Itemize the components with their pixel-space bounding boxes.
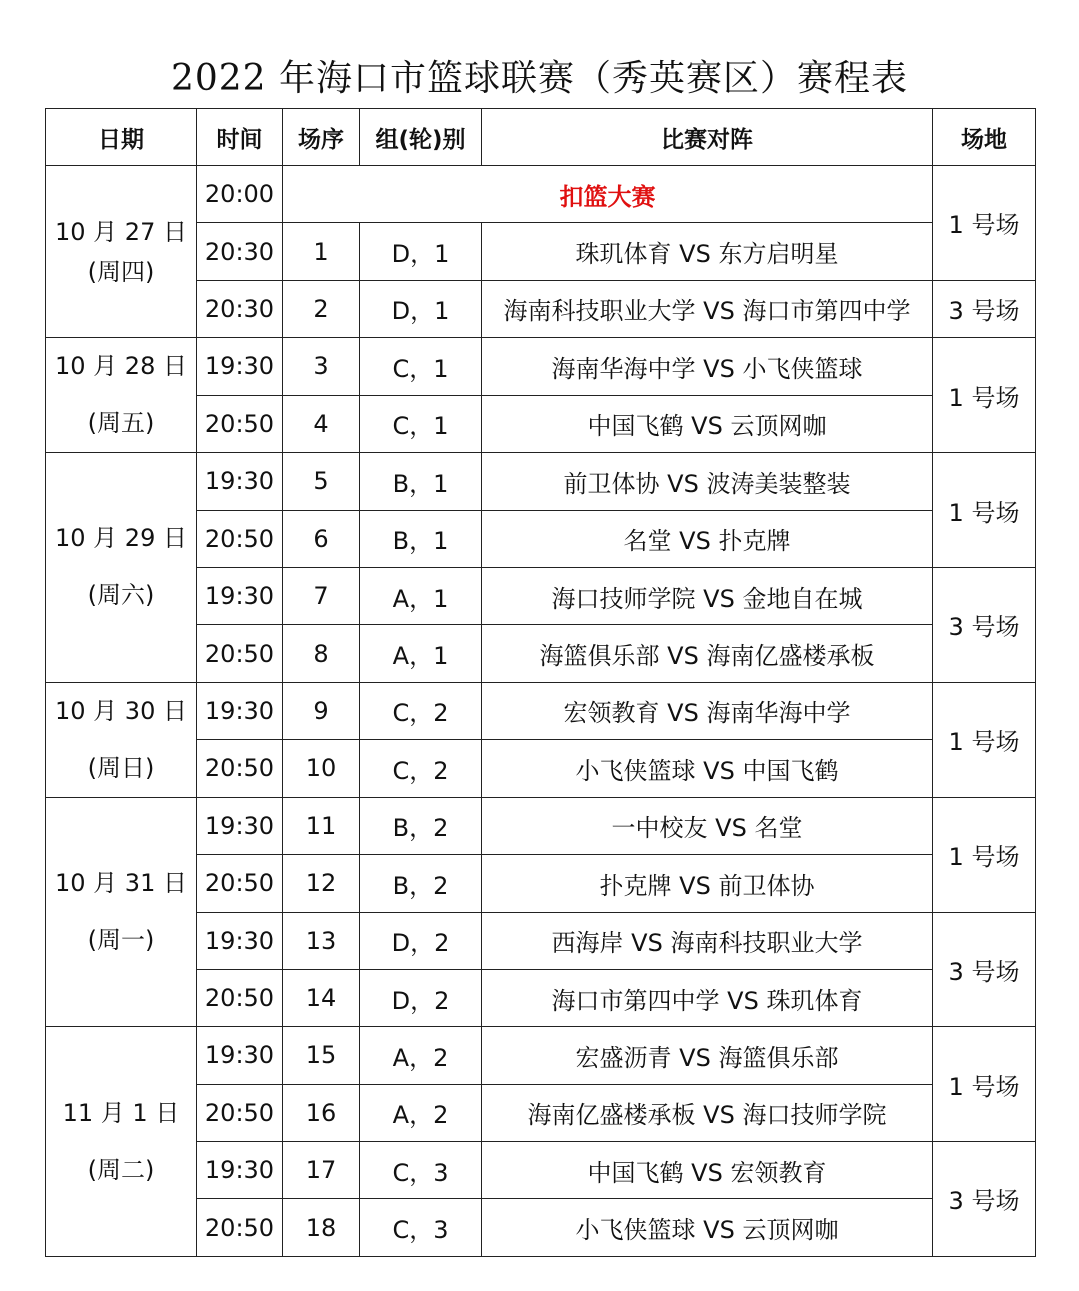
weekday-text: (周二): [87, 1155, 155, 1184]
matchup-cell: 中国飞鹤 VS 云顶网咖: [482, 395, 933, 453]
group-round-cell: C，1: [360, 338, 482, 396]
table-row: [46, 797, 1036, 854]
game-number-cell: 3: [283, 338, 360, 396]
venue-cell: 3 号场: [933, 280, 1036, 337]
matchup-cell: 海篮俱乐部 VS 海南亿盛楼承板: [482, 625, 933, 682]
time-cell: 19:30: [197, 1142, 283, 1199]
group-round-cell: C，1: [360, 395, 482, 453]
time-cell: 20:50: [197, 1084, 283, 1141]
time-cell: 20:00: [197, 166, 283, 223]
time-cell: 19:30: [197, 453, 283, 510]
group-round-cell: C，3: [360, 1142, 482, 1199]
matchup-cell: 海南亿盛楼承板 VS 海口技师学院: [482, 1084, 933, 1141]
matchup-cell: 海南华海中学 VS 小飞侠篮球: [482, 338, 933, 396]
group-round-cell: C，2: [360, 682, 482, 740]
header-group-round: 组(轮)别: [360, 109, 482, 166]
table-row: [46, 453, 1036, 510]
date-text: 10 月 28 日: [55, 352, 187, 381]
matchup-cell: 扑克牌 VS 前卫体协: [482, 855, 933, 912]
time-cell: 20:50: [197, 395, 283, 453]
matchup-cell: 一中校友 VS 名堂: [482, 797, 933, 854]
date-cell: [46, 1027, 197, 1257]
matchup-cell: 珠玑体育 VS 东方启明星: [482, 223, 933, 280]
date-cell: [46, 453, 197, 683]
group-round-cell: B，1: [360, 510, 482, 567]
time-cell: 20:50: [197, 510, 283, 567]
game-number-cell: 1: [283, 223, 360, 280]
matchup-cell: 宏盛沥青 VS 海篮俱乐部: [482, 1027, 933, 1084]
game-number-cell: 15: [283, 1027, 360, 1084]
time-cell: 19:30: [197, 338, 283, 396]
game-number-cell: 6: [283, 510, 360, 567]
header-matchup: 比赛对阵: [482, 109, 933, 166]
matchup-cell: 海南科技职业大学 VS 海口市第四中学: [482, 280, 933, 337]
venue-cell: 1 号场: [933, 797, 1036, 912]
game-number-cell: 13: [283, 912, 360, 969]
date-text: 10 月 30 日: [55, 696, 187, 725]
table-row: [46, 682, 1036, 740]
group-round-cell: C，2: [360, 740, 482, 798]
game-number-cell: 10: [283, 740, 360, 798]
time-cell: 20:50: [197, 625, 283, 682]
schedule-table: [45, 108, 1036, 1257]
time-cell: 20:30: [197, 223, 283, 280]
special-event-cell: 扣篮大赛: [283, 166, 933, 223]
date-text: 10 月 27 日: [55, 217, 187, 246]
matchup-cell: 海口技师学院 VS 金地自在城: [482, 567, 933, 624]
game-number-cell: 8: [283, 625, 360, 682]
weekday-text: (周四): [87, 257, 155, 286]
time-cell: 19:30: [197, 797, 283, 854]
time-cell: 20:50: [197, 969, 283, 1026]
venue-cell: 1 号场: [933, 1027, 1036, 1142]
group-round-cell: B，2: [360, 855, 482, 912]
game-number-cell: 7: [283, 567, 360, 624]
group-round-cell: D，2: [360, 969, 482, 1026]
venue-cell: 3 号场: [933, 567, 1036, 682]
group-round-cell: A，2: [360, 1084, 482, 1141]
venue-cell: 1 号场: [933, 338, 1036, 453]
date-cell: [46, 797, 197, 1027]
time-cell: 19:30: [197, 912, 283, 969]
date-text: 11 月 1 日: [62, 1098, 180, 1127]
header-game-number: 场序: [283, 109, 360, 166]
weekday-text: (周六): [87, 581, 155, 610]
game-number-cell: 16: [283, 1084, 360, 1141]
group-round-cell: D，1: [360, 223, 482, 280]
matchup-cell: 小飞侠篮球 VS 云顶网咖: [482, 1199, 933, 1256]
time-cell: 20:30: [197, 280, 283, 337]
group-round-cell: A，1: [360, 567, 482, 624]
matchup-cell: 小飞侠篮球 VS 中国飞鹤: [482, 740, 933, 798]
time-cell: 20:50: [197, 740, 283, 798]
group-round-cell: D，1: [360, 280, 482, 337]
group-round-cell: C，3: [360, 1199, 482, 1256]
group-round-cell: A，1: [360, 625, 482, 682]
schedule-body: [46, 166, 1036, 1257]
matchup-cell: 前卫体协 VS 波涛美装整装: [482, 453, 933, 510]
matchup-cell: 西海岸 VS 海南科技职业大学: [482, 912, 933, 969]
group-round-cell: B，2: [360, 797, 482, 854]
game-number-cell: 12: [283, 855, 360, 912]
header-time: 时间: [197, 109, 283, 166]
page-title: 2022 年海口市篮球联赛（秀英赛区）赛程表: [170, 58, 909, 99]
group-round-cell: B，1: [360, 453, 482, 510]
header-date: 日期: [46, 109, 197, 166]
game-number-cell: 9: [283, 682, 360, 740]
table-row: [46, 338, 1036, 396]
table-row: [46, 166, 1036, 223]
date-cell: [46, 166, 197, 338]
date-cell: [46, 338, 197, 453]
game-number-cell: 2: [283, 280, 360, 337]
venue-cell: 1 号场: [933, 682, 1036, 797]
group-round-cell: D，2: [360, 912, 482, 969]
weekday-text: (周五): [87, 409, 155, 438]
venue-cell: 1 号场: [933, 166, 1036, 281]
game-number-cell: 17: [283, 1142, 360, 1199]
venue-cell: 3 号场: [933, 912, 1036, 1027]
weekday-text: (周一): [87, 926, 155, 955]
venue-cell: 1 号场: [933, 453, 1036, 568]
matchup-cell: 名堂 VS 扑克牌: [482, 510, 933, 567]
time-cell: 19:30: [197, 567, 283, 624]
header-row: [46, 109, 1036, 166]
header-venue: 场地: [933, 109, 1036, 166]
game-number-cell: 14: [283, 969, 360, 1026]
game-number-cell: 11: [283, 797, 360, 854]
matchup-cell: 海口市第四中学 VS 珠玑体育: [482, 969, 933, 1026]
game-number-cell: 4: [283, 395, 360, 453]
time-cell: 19:30: [197, 1027, 283, 1084]
matchup-cell: 中国飞鹤 VS 宏领教育: [482, 1142, 933, 1199]
game-number-cell: 18: [283, 1199, 360, 1256]
matchup-cell: 宏领教育 VS 海南华海中学: [482, 682, 933, 740]
table-row: [46, 1027, 1036, 1084]
date-text: 10 月 29 日: [55, 524, 187, 553]
weekday-text: (周日): [87, 753, 155, 782]
date-cell: [46, 682, 197, 797]
group-round-cell: A，2: [360, 1027, 482, 1084]
venue-cell: 3 号场: [933, 1142, 1036, 1257]
game-number-cell: 5: [283, 453, 360, 510]
time-cell: 19:30: [197, 682, 283, 740]
time-cell: 20:50: [197, 1199, 283, 1256]
date-text: 10 月 31 日: [55, 869, 187, 898]
time-cell: 20:50: [197, 855, 283, 912]
